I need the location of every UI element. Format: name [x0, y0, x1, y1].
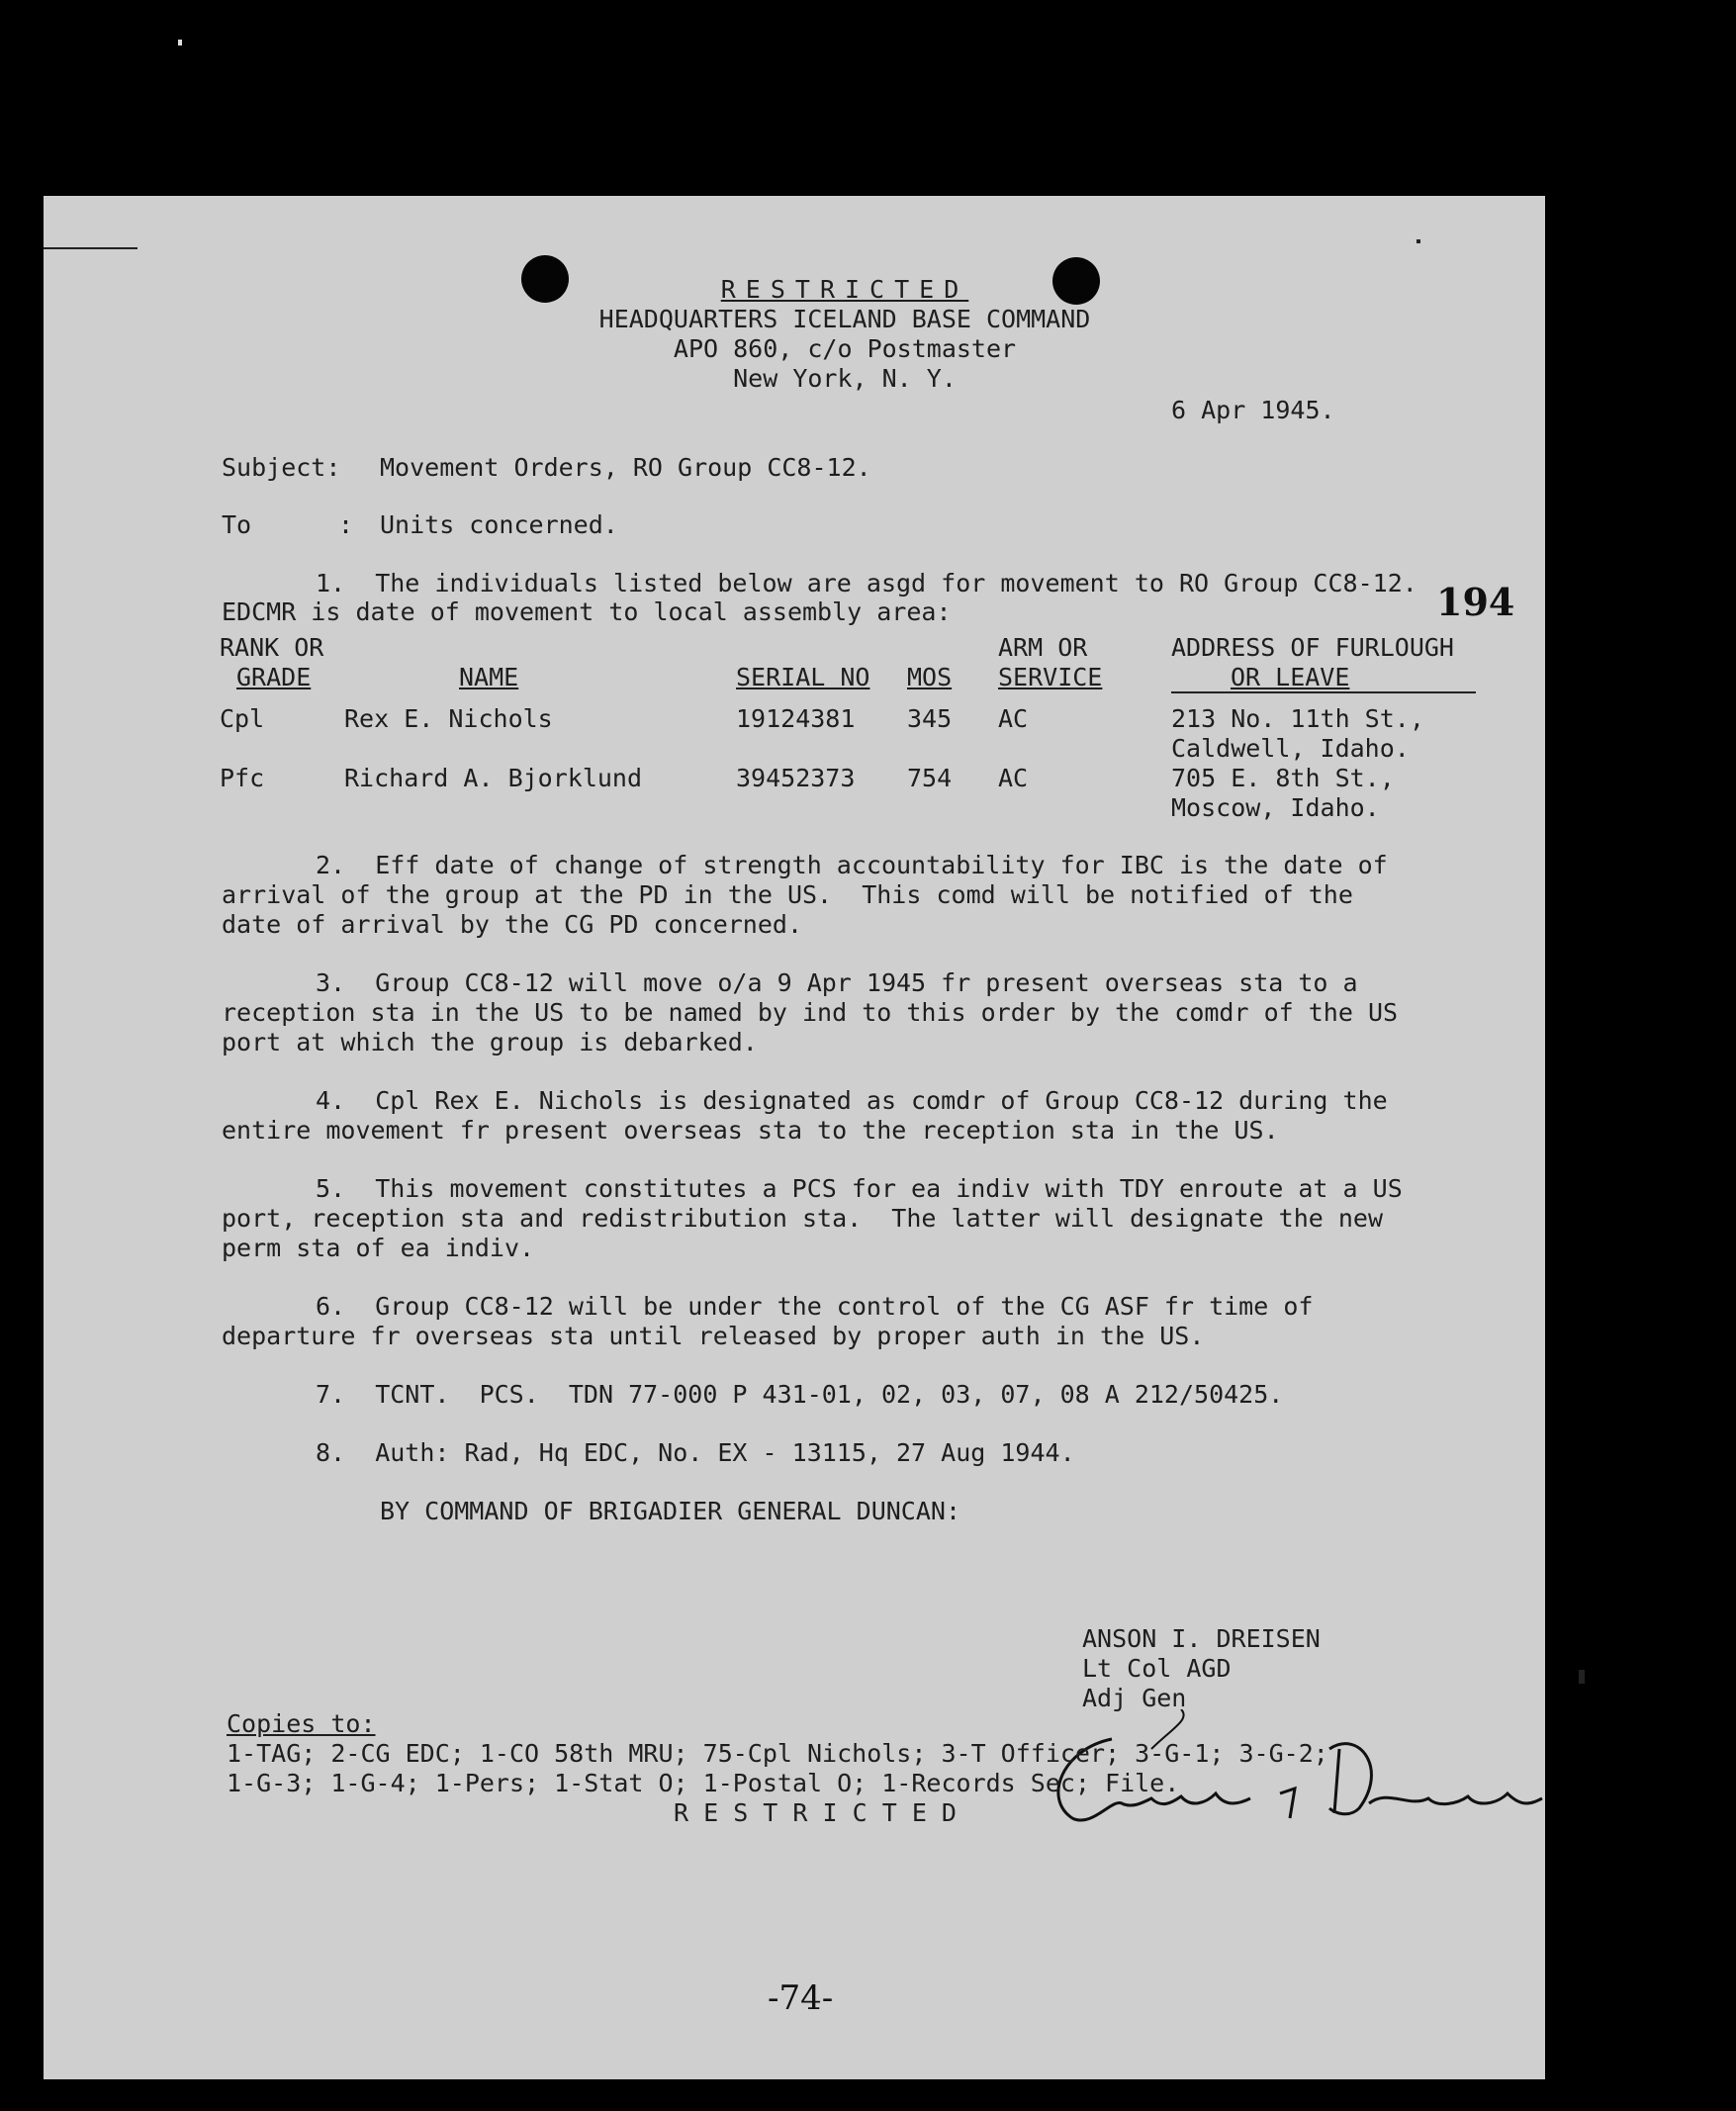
classification-footer: R E S T R I C T E D	[674, 1798, 957, 1827]
row1-serial: 19124381	[736, 704, 856, 733]
para6-line2: departure fr overseas sta until released by proper auth in the US.	[222, 1322, 1205, 1350]
stamp-number: 194	[1436, 580, 1515, 624]
punch-hole-right	[1052, 257, 1100, 305]
para4-line1: 4. Cpl Rex E. Nichols is designated as comdr of Group CC8-12 during the	[316, 1086, 1388, 1115]
col-mos-header: MOS	[907, 663, 953, 691]
row2-name: Richard A. Bjorklund	[344, 764, 643, 792]
document-page	[44, 196, 1545, 2079]
col-arm-header-2: SERVICE	[998, 663, 1103, 691]
col-serial-header: SERIAL NO	[736, 663, 870, 691]
subject-label: Subject:	[222, 453, 341, 482]
col-arm-header-1: ARM OR	[998, 633, 1088, 662]
punch-hole-left	[521, 255, 569, 303]
signer-rank: Lt Col AGD	[1082, 1654, 1232, 1683]
para8-line1: 8. Auth: Rad, Hq EDC, No. EX - 13115, 27 Aug 1944.	[316, 1438, 1075, 1467]
para4-line2: entire movement fr present overseas sta to the reception sta in the US.	[222, 1116, 1279, 1145]
row2-serial: 39452373	[736, 764, 856, 792]
para2-line3: date of arrival by the CG PD concerned.	[222, 910, 802, 939]
scan-mark	[1416, 239, 1420, 243]
copies-line2: 1-G-3; 1-G-4; 1-Pers; 1-Stat O; 1-Postal O; 1-Records Sec; File.	[227, 1769, 1180, 1797]
page-number: -74-	[768, 1978, 834, 2018]
apo-line: APO 860, c/o Postmaster	[673, 334, 1017, 363]
scan-mark	[178, 40, 182, 46]
copies-label: Copies to:	[227, 1709, 376, 1738]
to-label: To	[222, 510, 252, 539]
para2-line2: arrival of the group at the PD in the US. This comd will be notified of the	[222, 880, 1353, 909]
row2-mos: 754	[907, 764, 953, 792]
signer-name: ANSON I. DREISEN	[1082, 1624, 1321, 1653]
copies-line1: 1-TAG; 2-CG EDC; 1-CO 58th MRU; 75-Cpl Nichols; 3-T Officer; 3-G-1; 3-G-2;	[227, 1739, 1328, 1768]
para5-line1: 5. This movement constitutes a PCS for ea indiv with TDY enroute at a US	[316, 1174, 1403, 1203]
para6-line1: 6. Group CC8-12 will be under the control of the CG ASF fr time of	[316, 1292, 1314, 1321]
command-line: BY COMMAND OF BRIGADIER GENERAL DUNCAN:	[380, 1497, 960, 1525]
row1-arm: AC	[998, 704, 1029, 733]
col-name-header: NAME	[459, 663, 519, 691]
col-addr-header-1: ADDRESS OF FURLOUGH	[1171, 633, 1454, 662]
row1-rank: Cpl	[220, 704, 265, 733]
scan-mark	[44, 247, 137, 249]
row2-addr1: 705 E. 8th St.,	[1171, 764, 1395, 792]
document-date: 6 Apr 1945.	[1171, 396, 1335, 424]
classification-header: RESTRICTED	[720, 275, 969, 304]
to-colon: :	[338, 510, 354, 539]
scan-mark	[1579, 1670, 1585, 1684]
para7-line1: 7. TCNT. PCS. TDN 77-000 P 431-01, 02, 03, 07, 08 A 212/50425.	[316, 1380, 1284, 1409]
para3-line1: 3. Group CC8-12 will move o/a 9 Apr 1945 fr present overseas sta to a	[316, 968, 1358, 997]
subject-value: Movement Orders, RO Group CC8-12.	[380, 453, 871, 482]
row2-arm: AC	[998, 764, 1029, 792]
para1-line2: EDCMR is date of movement to local assembly area:	[222, 597, 952, 626]
row1-mos: 345	[907, 704, 953, 733]
header-underline	[1171, 691, 1476, 693]
row1-addr1: 213 No. 11th St.,	[1171, 704, 1424, 733]
para1-line1: 1. The individuals listed below are asgd for movement to RO Group CC8-12.	[316, 569, 1417, 597]
to-value: Units concerned.	[380, 510, 618, 539]
row2-rank: Pfc	[220, 764, 265, 792]
org-name: HEADQUARTERS ICELAND BASE COMMAND	[598, 305, 1091, 333]
col-addr-header-2: OR LEAVE	[1231, 663, 1350, 691]
para5-line3: perm sta of ea indiv.	[222, 1234, 535, 1262]
para5-line2: port, reception sta and redistribution sta. The latter will designate the new	[222, 1204, 1383, 1233]
signer-title: Adj Gen	[1082, 1684, 1187, 1712]
para2-line1: 2. Eff date of change of strength accountability for IBC is the date of	[316, 851, 1388, 879]
para3-line3: port at which the group is debarked.	[222, 1028, 758, 1056]
row1-addr2: Caldwell, Idaho.	[1171, 734, 1410, 763]
city-line: New York, N. Y.	[733, 364, 957, 393]
para3-line2: reception sta in the US to be named by ind to this order by the comdr of the US	[222, 998, 1399, 1027]
col-rank-header-2: GRADE	[236, 663, 312, 691]
row2-addr2: Moscow, Idaho.	[1171, 793, 1380, 822]
row1-name: Rex E. Nichols	[344, 704, 553, 733]
col-rank-header-1: RANK OR	[220, 633, 324, 662]
